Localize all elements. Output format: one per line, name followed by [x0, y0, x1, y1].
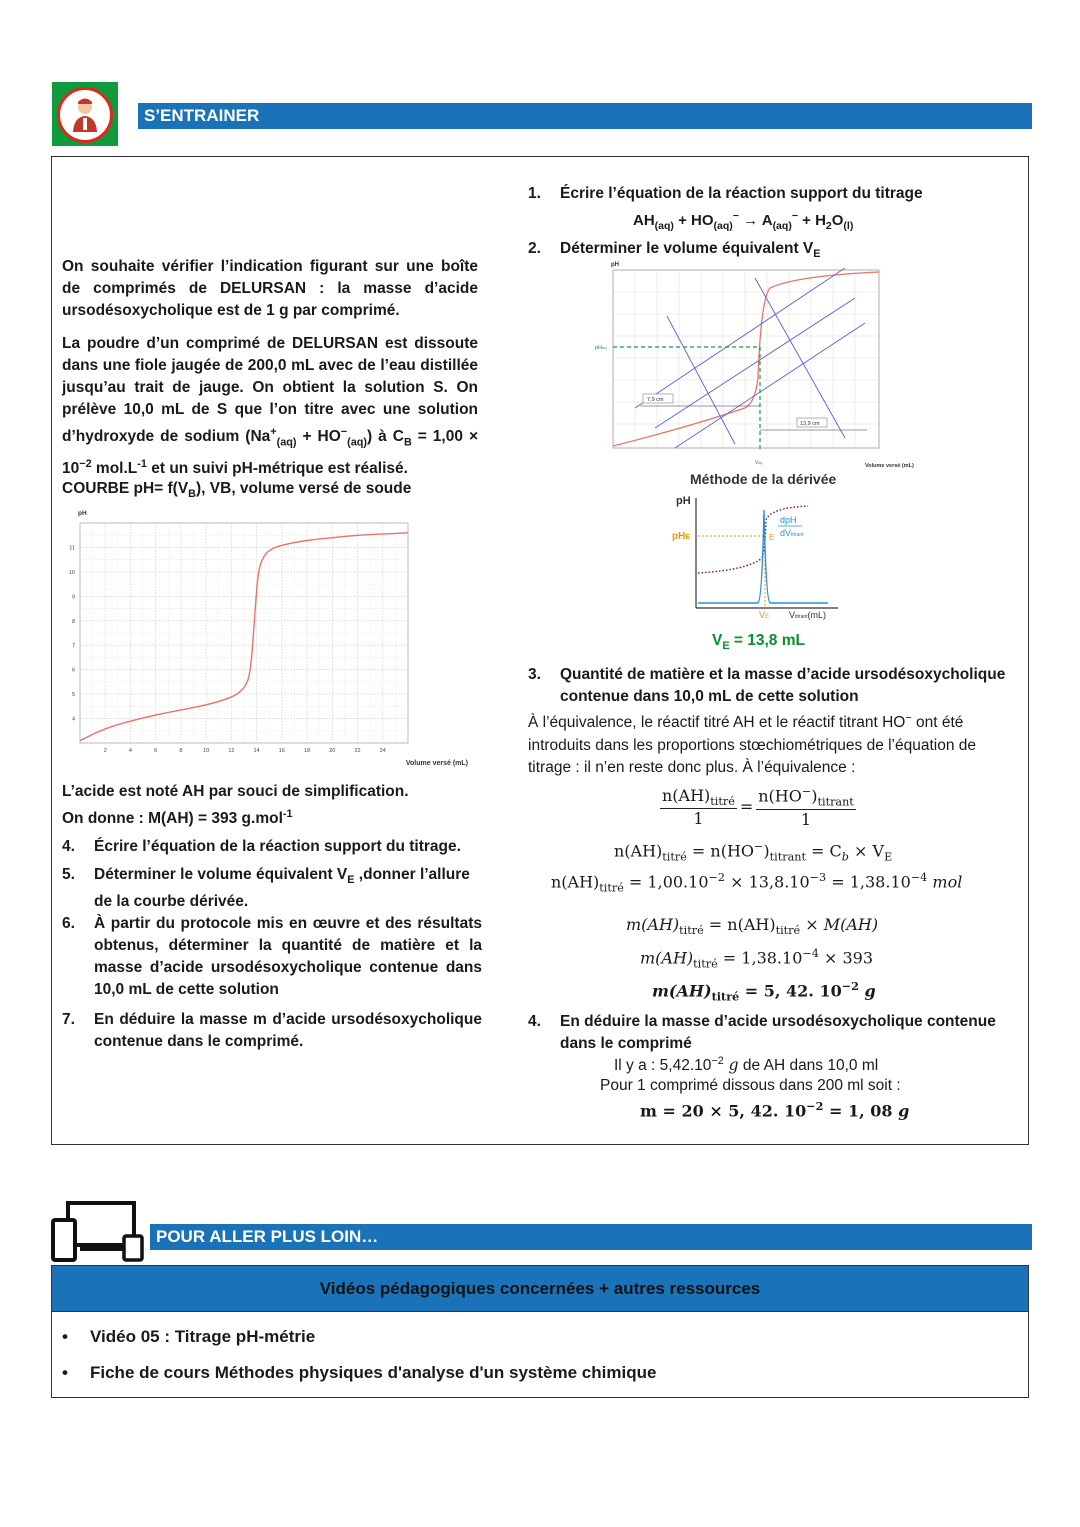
x-tick-label: 12	[228, 748, 235, 754]
answer-4-heading: 4. En déduire la masse d’acide ursodésoxycholique contenue dans le comprimé	[528, 1013, 996, 1052]
x-tick-label: 22	[354, 748, 361, 754]
equation-line-a: $n(AH)_{titré} = n(HO^-)_{titrant} = C_b \times V_E$	[614, 840, 893, 864]
x-tick-label: 10	[203, 748, 210, 754]
answer-4-line-2: Pour 1 comprimé dissous dans 200 ml soit :	[600, 1077, 901, 1094]
x-tick-label: 24	[379, 748, 386, 754]
derivative-method-title: Méthode de la dérivée	[690, 471, 837, 487]
y-tick-label: 8	[71, 618, 75, 625]
svg-text:Veq: Veq	[755, 460, 763, 466]
tangent-method-figure	[595, 258, 935, 470]
protocol-paragraph: La poudre d’un comprimé de DELURSAN est dissoute dans une fiole jaugée de 200,0 mL avec de l’eau distillée jusqu’au trait de jauge. On obtient la solution S. On prélève 10,0 mL de S que l’on titre avec une solution d’hydroxyde de sodium $(Na^+_{(aq)} + HO^-_{(aq)})$ à $C_B = 1,00 \times 10^{-2}$ $mol.L^{-1}$ et un suivi pH-métrique est réalisé.	[62, 335, 478, 478]
equation-line-c: $m(AH)_{titré} = n(AH)_{titré} \times M(AH)$	[626, 915, 879, 938]
note-molar-mass: On donne : M(AH) = 393 g.mol$^{-1}$	[62, 808, 293, 828]
svg-text:pH: pH	[676, 495, 691, 507]
x-tick-label: 14	[253, 748, 260, 754]
x-tick-label: 18	[304, 748, 311, 754]
equation-line-e: $m(AH)_{titré} = 5$, 42. $10^{-2}$ g	[652, 979, 876, 1004]
further-title: POUR ALLER PLUS LOIN…	[156, 1227, 379, 1246]
section-title: S’ENTRAINER	[144, 106, 260, 125]
devices-icon	[50, 1200, 146, 1264]
svg-text:pHeq: pHeq	[595, 345, 607, 351]
resource-item-video[interactable]: • Vidéo 05 : Titrage pH-métrie	[62, 1327, 316, 1346]
resources-table-header: Vidéos pédagogiques concernées + autres ressources	[52, 1266, 1028, 1312]
question-5: 5. Déterminer le volume équivalent $V_E$ ,donner l’allure de la courbe dérivée.	[62, 866, 470, 911]
x-tick-label: 4	[128, 748, 132, 754]
x-tick-label: 16	[278, 748, 285, 754]
x-tick-label: 6	[154, 748, 158, 754]
titration-curve-chart	[62, 505, 482, 770]
derivative-method-figure	[668, 490, 848, 630]
y-tick-label: 11	[69, 545, 75, 552]
svg-text:dVtitrant: dVtitrant	[780, 528, 804, 538]
header-logo	[52, 82, 118, 146]
y-tick-label: 5	[71, 692, 75, 699]
equation-line-d: $m(AH)_{titré} = 1,38.10^{-4} \times 393$	[640, 947, 873, 971]
answer-3-text: À l’équivalence, le réactif titré AH et le réactif titrant HO− ont été introduits dans les proportions stœchiométriques de l’équation de titrage : il n’en reste donc plus. À l’équivalence :	[528, 712, 977, 777]
note-simplification: L’acide est noté AH par souci de simplification.	[62, 783, 409, 800]
fig1-ylabel: pH	[611, 262, 619, 268]
x-tick-label: 20	[329, 748, 336, 754]
label-7-9cm: 7,9 cm	[647, 397, 664, 403]
x-tick-label: 8	[179, 748, 183, 754]
y-axis-label: pH	[78, 510, 87, 517]
curve-title: COURBE $pH= f(V_B)$, VB, volume versé de soude	[62, 480, 412, 501]
svg-text:dpH: dpH	[780, 515, 797, 525]
question-7: 7. En déduire la masse m d’acide ursodésoxycholique contenue dans le comprimé.	[62, 1011, 482, 1050]
label-13-9cm: 13,9 cm	[800, 421, 820, 427]
fig1-xlabel: Volume versé (mL)	[865, 463, 914, 469]
y-tick-label: 7	[71, 643, 75, 650]
section-title-bar	[138, 103, 1032, 129]
y-tick-label: 9	[71, 594, 75, 601]
svg-text:Vtitrant(mL): Vtitrant(mL)	[789, 610, 827, 620]
further-title-bar	[150, 1224, 1032, 1250]
stoichiometry-fraction: $n(AH)_{titré}$ 1 = $n(HO^-)_{titrant}$ 1	[662, 785, 854, 829]
answer-2-heading: 2. Déterminer le volume équivalent $V_E$	[528, 240, 821, 261]
svg-text:E: E	[769, 533, 775, 542]
answer-4-line-1: Il y a : $5,42.10^{-2}$ g de AH dans 10,0 ml	[614, 1055, 879, 1075]
svg-text:pHE: pHE	[672, 531, 691, 542]
answer-4-result: m = 20 × 5, 42. $10^{-2} = 1$, 08 g	[640, 1099, 910, 1121]
y-tick-label: 6	[71, 667, 75, 674]
intro-paragraph: On souhaite vérifier l’indication figurant sur une boîte de comprimés de DELURSAN : la masse d’acide ursodésoxycholique est de 1 g par comprimé.	[62, 258, 478, 319]
question-4: 4. Écrire l’équation de la réaction support du titrage.	[62, 838, 461, 855]
x-axis-label: Volume versé (mL)	[405, 760, 468, 767]
svg-text:VE: VE	[759, 610, 770, 620]
y-tick-label: 10	[68, 569, 75, 576]
x-tick-label: 2	[103, 748, 107, 754]
y-tick-label: 4	[71, 716, 75, 723]
answer-3-heading: 3. Quantité de matière et la masse d’acide ursodésoxycholique contenue dans 10,0 mL de cette solution	[528, 666, 1006, 705]
person-icon	[57, 87, 113, 143]
answer-1-heading: 1. Écrire l’équation de la réaction support du titrage	[528, 185, 923, 202]
ve-result: $V_E = 13,8$ mL	[712, 632, 805, 653]
reaction-equation: $AH_{(aq)} + HO_{(aq)}^- \to A_{(aq)}^- + H_2O_{(l)}$	[633, 210, 854, 232]
question-6: 6. À partir du protocole mis en œuvre et des résultats obtenus, déterminer la quantité de matière et la masse d’acide ursodésoxycholique contenue dans 10,0 mL de cette solution	[62, 915, 482, 998]
resource-item-fiche[interactable]: • Fiche de cours Méthodes physiques d'analyse d'un système chimique	[62, 1363, 657, 1382]
equation-line-b: $n(AH)_{titré} = 1,00.10^{-2} \times 13,8.10^{-3} = 1,38.10^{-4}$ mol	[551, 871, 963, 895]
